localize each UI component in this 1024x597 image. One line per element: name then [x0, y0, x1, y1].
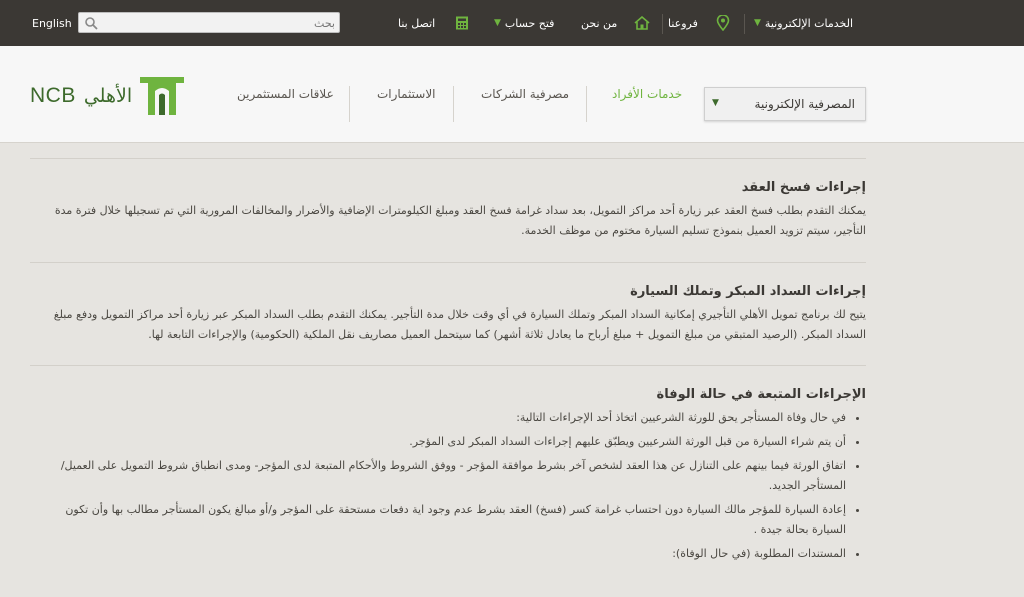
- contact-link[interactable]: [398, 0, 435, 46]
- ncb-logo[interactable]: [30, 74, 186, 118]
- nav-investments[interactable]: [377, 46, 436, 142]
- nav-investments-label: الاستثمارات: [377, 87, 436, 101]
- ncb-emblem-icon: [138, 75, 186, 117]
- topbar-divider: [744, 14, 745, 34]
- list-item: • أن يتم شراء السيارة من قبل الورثة الشرعيين ويطبّق عليهم إجراءات السداد المبكر لدى المؤجر.: [30, 432, 846, 452]
- logo-arabic-text: الأهلي: [83, 85, 133, 107]
- procedures-list: [30, 408, 866, 564]
- nav-investor-relations-label: علاقات المستثمرين: [237, 87, 334, 101]
- branches-link[interactable]: [668, 0, 698, 46]
- logo-latin-text: NCB: [30, 84, 76, 107]
- nav-corporate-label: مصرفية الشركات: [481, 87, 570, 101]
- section-divider: [30, 158, 866, 159]
- section-contract-termination: [30, 180, 866, 241]
- section-title: الإجراءات المتبعة في حالة الوفاة: [656, 387, 866, 402]
- about-link[interactable]: [581, 0, 617, 46]
- language-switch[interactable]: English: [32, 17, 72, 30]
- section-death-procedures: [30, 387, 866, 568]
- branches-label: فروعنا: [668, 16, 698, 30]
- section-body: يتيح لك برنامج تمويل الأهلي التأجيري إمكانية السداد المبكر وتملك السيارة في أي وقت خلال مدة التأجير. يمكنك التقدم بطلب السداد المبكر عبر زيارة أحد مراكز التمويل ودفع مبلغ السداد المبكر. (الرصيد المتبقي من مبلغ التمويل + مبلغ أرباح ما يعادل ثلاثة أشهر) كما سيتحمل العميل مصاريف نقل الملكية (الحكومية) والإجراءات التابعة لها.: [53, 308, 866, 341]
- section-divider: [30, 262, 866, 263]
- contact-label: اتصل بنا: [398, 16, 436, 30]
- section-title: إجراءات فسخ العقد: [741, 180, 866, 195]
- section-divider: [30, 365, 866, 366]
- open-account-menu[interactable]: [494, 0, 554, 46]
- topbar-divider: [662, 14, 663, 34]
- nav-corporate[interactable]: [481, 46, 569, 142]
- ebanking-label: المصرفية الإلكترونية: [754, 97, 855, 111]
- section-body: يمكنك التقدم بطلب فسخ العقد عبر زيارة أحد مراكز التمويل، بعد سداد غرامة فسخ العقد ومبلغ الكيلومترات الإضافية والأضرار والمخالفات المرورية التي تم تسجيلها خلال فترة مدة التأجير، سيتم تزويد العميل بنموذج تسليم السيارة مختوم من موظف الخدمة.: [54, 204, 866, 237]
- nav-individuals[interactable]: [612, 46, 682, 142]
- nav-divider: [586, 86, 587, 122]
- search-box[interactable]: [78, 12, 340, 33]
- list-item: • اتفاق الورثة فيما بينهم على التنازل عن هذا العقد لشخص آخر بشرط موافقة المؤجر - ووفق الشروط والأحكام المتبعة لدى المؤجر- ومدى انطباق شروط التمويل على العميل/المستأجر الجديد.: [30, 456, 846, 496]
- list-item: • إعادة السيارة للمؤجر مالك السيارة دون احتساب غرامة كسر (فسخ) العقد بشرط عدم وجود اية دفعات مستحقة على المؤجر و/أو مبالغ يكون المستأجر مطالب بها وأن تكون السيارة بحالة جيدة .: [30, 500, 846, 540]
- top-bar: [0, 0, 1024, 46]
- dropdown-arrow-icon: ▼: [712, 98, 719, 108]
- calculator-icon[interactable]: [455, 16, 469, 30]
- eservices-label: الخدمات الإلكترونية: [764, 16, 854, 30]
- nav-individuals-label: خدمات الأفراد: [612, 87, 683, 101]
- map-pin-icon[interactable]: [716, 15, 730, 31]
- nav-investor-relations[interactable]: [237, 46, 334, 142]
- section-title: إجراءات السداد المبكر وتملك السيارة: [630, 284, 866, 299]
- list-item: • المستندات المطلوبة (في حال الوفاة):: [30, 544, 846, 564]
- home-icon[interactable]: [634, 16, 650, 30]
- list-item: • في حال وفاة المستأجر يحق للورثة الشرعيين اتخاذ أحد الإجراءات التالية:: [30, 408, 846, 428]
- ebanking-dropdown[interactable]: [704, 87, 866, 121]
- dropdown-arrow-icon: ▼: [494, 18, 501, 28]
- eservices-menu[interactable]: [754, 0, 853, 46]
- dropdown-arrow-icon: ▼: [754, 18, 761, 28]
- open-account-label: فتح حساب: [504, 16, 555, 30]
- search-icon[interactable]: [84, 16, 98, 30]
- nav-divider: [453, 86, 454, 122]
- about-label: من نحن: [581, 16, 618, 30]
- section-early-payment: [30, 284, 866, 345]
- nav-divider: [349, 86, 350, 122]
- search-input[interactable]: [101, 14, 337, 33]
